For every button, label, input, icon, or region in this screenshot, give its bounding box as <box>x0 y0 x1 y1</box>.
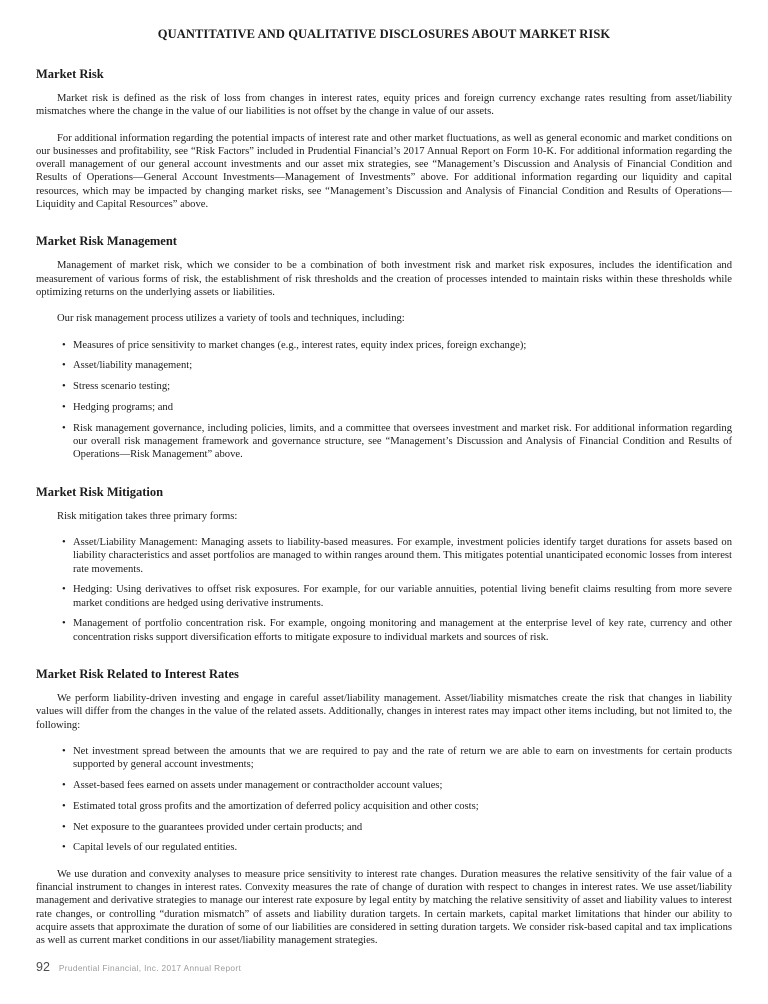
page-title: QUANTITATIVE AND QUALITATIVE DISCLOSURES ABOUT MARKET RISK <box>157 27 611 41</box>
paragraph: Our risk management process utilizes a variety of tools and techniques, including: <box>57 313 405 325</box>
bullet-item: • Management of portfolio concentration risk. For example, ongoing monitoring and management at the enterprise level of key rate, currency and other concentration risks support diversification efforts to mitigate exposure to individual markets and sources of risk. <box>36 617 732 644</box>
paragraph: Market risk is defined as the risk of loss from changes in interest rates, equity prices and foreign currency exchange rates resulting from asset/liability mismatches where the change in the value of our liabilities is not offset by the change in value of our assets. <box>36 93 732 118</box>
section-heading-market-risk-management: Market Risk Management <box>36 234 177 249</box>
paragraph: We perform liability-driven investing and engage in careful asset/liability management. Asset/liability mismatches create the risk that changes in liability values will differ from the changes in the value of the related assets. Additionally, changes in interest rates may impact other items including, but not limited to, the following: <box>36 693 732 731</box>
bullet-list <box>36 536 732 644</box>
section-heading-market-risk-mitigation: Market Risk Mitigation <box>36 484 164 499</box>
bullet-item: • Net exposure to the guarantees provided under certain products; and <box>36 821 732 834</box>
section-market-risk-interest-rates <box>36 667 732 947</box>
bullet-item: • Estimated total gross profits and the amortization of deferred policy acquisition and other costs; <box>36 800 732 813</box>
page-footer <box>36 960 241 974</box>
bullet-list <box>36 339 732 462</box>
bullet-item: • Net investment spread between the amounts that we are required to pay and the rate of return we are able to earn on investments for certain products supported by general account investments; <box>36 745 732 772</box>
page-number: 92 <box>36 960 50 974</box>
bullet-item: • Asset-based fees earned on assets under management or contractholder account values; <box>36 779 732 792</box>
paragraph: We use duration and convexity analyses to measure price sensitivity to interest rate changes. Duration measures the relative sensitivity of the fair value of a financial instrument to changes in interest rates. Convexity measures the rate of change of duration with respect to changes in interest rates. We use asset/liability management and derivative strategies to manage our interest rate exposure by legal entity by matching the relative sensitivity of asset and liability values to interest rate changes, or controlling “duration mismatch” of assets and liability duration targets. In certain markets, capital market limitations that hinder our ability to acquire assets that approximate the duration of some of our liabilities are considered in setting duration targets. We consider risk-based capital and tax implications as well as current market conditions in our asset/liability management strategies. <box>36 868 732 947</box>
bullet-list <box>36 745 732 855</box>
bullet-item: • Hedging: Using derivatives to offset risk exposures. For example, for our variable annuities, potential living benefit claims resulting from more severe market conditions are hedged using derivative instruments. <box>36 583 732 610</box>
bullet-item: • Risk management governance, including policies, limits, and a committee that oversees investment and market risk. For additional information regarding our overall risk management framework and governance structure, see “Management’s Discussion and Analysis of Financial Condition and Results of Operations—Risk Management” above. <box>36 422 732 462</box>
footer-report-name: Prudential Financial, Inc. 2017 Annual Report <box>58 963 242 973</box>
bullet-item: • Asset/liability management; <box>36 359 732 372</box>
bullet-item: • Hedging programs; and <box>36 401 732 414</box>
section-heading-market-risk-interest-rates: Market Risk Related to Interest Rates <box>36 667 239 682</box>
bullet-item: • Capital levels of our regulated entities. <box>36 841 732 854</box>
bullet-item: • Stress scenario testing; <box>36 380 732 393</box>
section-market-risk-mitigation <box>36 485 732 644</box>
paragraph: Risk mitigation takes three primary forms: <box>57 510 238 522</box>
section-market-risk <box>36 67 732 211</box>
paragraph: For additional information regarding the potential impacts of interest rate and other market fluctuations, as well as general economic and market conditions on our businesses and profitability, see “Risk Factors” included in Prudential Financial’s 2017 Annual Report on Form 10-K. For additional information regarding the overall management of our general account investments and our asset mix strategies, see “Management’s Discussion and Analysis of Financial Condition and Results of Operations—General Account Investments—Management of Investments” above. For additional information regarding our liquidity and capital resources, which may be impacted by changing market risks, see “Management’s Discussion and Analysis of Financial Condition and Results of Operations—Liquidity and Capital Resources” above. <box>36 132 732 211</box>
paragraph: Management of market risk, which we consider to be a combination of both investment risk and market risk exposures, includes the identification and measurement of various forms of risk, the establishment of risk thresholds and the creation of processes intended to maintain risks within these thresholds while optimizing returns on the underlying assets or liabilities. <box>36 260 732 298</box>
bullet-item: • Asset/Liability Management: Managing assets to liability-based measures. For example, investment policies identify target durations for assets based on liability characteristics and asset portfolios are managed to within ranges around them. This mitigates potential unanticipated economic losses from interest rate movements. <box>36 536 732 576</box>
section-heading-market-risk: Market Risk <box>36 67 104 81</box>
section-market-risk-management <box>36 234 732 461</box>
bullet-item: • Measures of price sensitivity to market changes (e.g., interest rates, equity index prices, foreign exchange); <box>36 339 732 352</box>
